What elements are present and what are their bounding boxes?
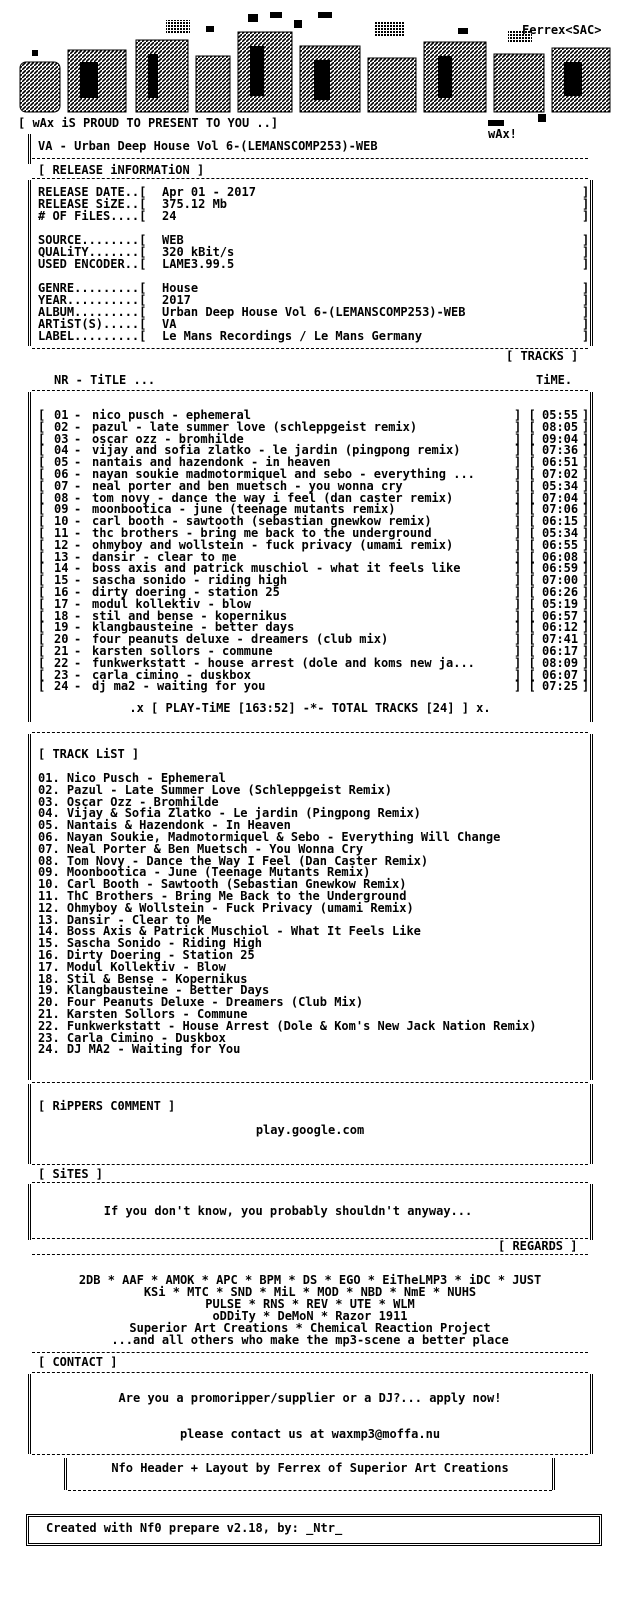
track-row bbox=[38, 680, 588, 692]
bracket-glyph: ] [ bbox=[514, 549, 536, 564]
track-list-item: 14. Boss Axis & Patrick Muschiol - What It Feels Like bbox=[38, 924, 421, 939]
separator-glyph: - bbox=[74, 537, 82, 552]
track-title: vijay and sofia zlatko - le jardin (pingpong remix) bbox=[92, 443, 461, 458]
bracket-glyph: ] bbox=[582, 317, 590, 331]
bracket-glyph: ] bbox=[582, 596, 590, 611]
bracket-glyph: ] [ bbox=[514, 514, 536, 529]
regards-line: KSi * MTC * SND * MiL * MOD * NBD * NmE * NUHS bbox=[143, 1285, 477, 1299]
track-time: 06:51 bbox=[542, 455, 579, 470]
release-info-label: QUALiTY.......[ bbox=[38, 245, 147, 259]
track-time: 06:12 bbox=[542, 620, 579, 635]
bracket-glyph: ] bbox=[582, 478, 590, 493]
bracket-glyph: ] [ bbox=[514, 632, 536, 647]
bracket-glyph: [ bbox=[38, 525, 46, 540]
regards-line: ...and all others who make the mp3-scene a better place bbox=[111, 1333, 509, 1347]
separator-glyph: - bbox=[74, 502, 82, 517]
bracket-glyph: [ bbox=[38, 431, 46, 446]
track-list-item: 15. Sascha Sonido - Riding High bbox=[38, 936, 262, 951]
track-number: 05 bbox=[54, 455, 69, 470]
bracket-glyph: ] [ bbox=[514, 561, 536, 576]
bracket-glyph: ] bbox=[582, 502, 590, 517]
regards-line: 2DB * AAF * AMOK * APC * BPM * DS * EGO * EiTheLMP3 * iDC * JUST bbox=[78, 1273, 542, 1287]
divider bbox=[32, 158, 588, 159]
right-border bbox=[590, 1184, 593, 1240]
contact-line-2: please contact us at waxmp3@moffa.nu bbox=[179, 1427, 441, 1441]
track-number: 09 bbox=[54, 502, 69, 517]
release-info-value: WEB bbox=[162, 233, 184, 247]
track-number: 08 bbox=[54, 490, 69, 505]
release-info-value: Apr 01 - 2017 bbox=[162, 185, 256, 199]
track-time: 06:07 bbox=[542, 667, 579, 682]
bracket-glyph: [ bbox=[38, 655, 46, 670]
bracket-glyph: ] bbox=[582, 419, 590, 434]
bracket-glyph: ] bbox=[582, 305, 590, 319]
track-number: 01 bbox=[54, 408, 69, 422]
bracket-glyph: ] [ bbox=[514, 608, 536, 623]
track-number: 10 bbox=[54, 514, 69, 529]
bracket-glyph: ] [ bbox=[514, 502, 536, 517]
bracket-glyph: [ bbox=[38, 514, 46, 529]
track-time: 07:04 bbox=[542, 490, 579, 505]
contact-line-1: Are you a promoripper/supplier or a DJ?... apply now! bbox=[118, 1391, 502, 1405]
separator-glyph: - bbox=[74, 525, 82, 540]
bracket-glyph: [ bbox=[38, 466, 46, 481]
tracks-table bbox=[38, 409, 588, 692]
release-info-label: RELEASE SiZE..[ bbox=[38, 197, 147, 211]
divider bbox=[32, 178, 588, 179]
track-row bbox=[38, 598, 588, 610]
track-number: 11 bbox=[54, 525, 69, 540]
track-number: 06 bbox=[54, 466, 69, 481]
separator-glyph: - bbox=[74, 455, 82, 470]
track-title: nantais and hazendonk - in heaven bbox=[92, 455, 331, 470]
track-time: 07:06 bbox=[542, 502, 579, 517]
bracket-glyph: [ bbox=[38, 573, 46, 588]
regards-line: oDDiTy * DeMoN * Razor 1911 bbox=[212, 1309, 408, 1323]
separator-glyph: - bbox=[74, 643, 82, 658]
release-info-row bbox=[38, 258, 588, 270]
bracket-glyph: ] bbox=[582, 209, 590, 223]
left-border bbox=[28, 1374, 31, 1454]
col-time: TiME. bbox=[536, 373, 573, 387]
track-list-item: 06. Nayan Soukie, Madmotormiquel & Sebo - Everything Will Change bbox=[38, 829, 501, 844]
track-time: 08:05 bbox=[542, 419, 579, 434]
bracket-glyph: ] bbox=[582, 329, 590, 343]
track-row bbox=[38, 421, 588, 433]
bracket-glyph: ] bbox=[582, 245, 590, 259]
bracket-glyph: [ bbox=[38, 643, 46, 658]
track-row bbox=[38, 586, 588, 598]
bracket-glyph: [ bbox=[38, 478, 46, 493]
track-number: 07 bbox=[54, 478, 69, 493]
separator-glyph: - bbox=[74, 584, 82, 599]
bracket-glyph: ] bbox=[582, 537, 590, 552]
separator-glyph: - bbox=[74, 632, 82, 647]
track-title: stil and bense - kopernikus bbox=[92, 608, 288, 623]
bracket-glyph: [ bbox=[38, 584, 46, 599]
track-time: 05:34 bbox=[542, 525, 579, 540]
track-title: nico pusch - ephemeral bbox=[92, 408, 251, 422]
track-list-item: 24. DJ MA2 - Waiting for You bbox=[38, 1042, 241, 1057]
release-info-value: 24 bbox=[162, 209, 177, 223]
track-list-item: 16. Dirty Doering - Station 25 bbox=[38, 947, 255, 962]
track-list-item: 10. Carl Booth - Sawtooth (Sebastian Gnewkow Remix) bbox=[38, 877, 407, 892]
track-list-item: 04. Vijay & Sofia Zlatko - Le jardin (Pingpong Remix) bbox=[38, 806, 421, 821]
track-time: 07:25 bbox=[542, 679, 579, 694]
nfo-header-credit: Nfo Header + Layout by Ferrex of Superior Art Creations bbox=[111, 1461, 509, 1475]
track-title: klangbausteine - better days bbox=[92, 620, 295, 635]
bracket-glyph: [ bbox=[38, 443, 46, 458]
track-row bbox=[38, 539, 588, 551]
track-title: ohmyboy and wollstein - fuck privacy (umami remix) bbox=[92, 537, 454, 552]
track-list bbox=[38, 772, 588, 1055]
bracket-glyph: ] bbox=[582, 573, 590, 588]
created-with: Created with Nf0 prepare v2.18, by: _Ntr_ bbox=[46, 1521, 343, 1535]
release-info-label: USED ENCODER..[ bbox=[38, 257, 147, 271]
divider bbox=[32, 732, 588, 733]
track-time: 06:26 bbox=[542, 584, 579, 599]
track-time: 09:04 bbox=[542, 431, 579, 446]
right-border bbox=[590, 734, 593, 1080]
track-list-item: 19. Klangbausteine - Better Days bbox=[38, 983, 270, 998]
credit-tag: Ferrex<SAC> bbox=[522, 23, 602, 37]
track-number: 04 bbox=[54, 443, 69, 458]
divider bbox=[32, 1164, 588, 1165]
bracket-glyph: ] [ bbox=[514, 667, 536, 682]
track-list-item: 13. Dansir - Clear to Me bbox=[38, 912, 212, 927]
sites-text: If you don't know, you probably shouldn't anyway... bbox=[103, 1204, 473, 1218]
track-time: 07:02 bbox=[542, 466, 579, 481]
track-title: pazul - late summer love (schleppgeist remix) bbox=[92, 419, 418, 434]
track-list-item: 03. Oscar Ozz - Bromhilde bbox=[38, 794, 219, 809]
track-title: dj ma2 - waiting for you bbox=[92, 679, 266, 694]
track-list-item: 08. Tom Novy - Dance the Way I Feel (Dan Caster Remix) bbox=[38, 853, 429, 868]
regards-line: PULSE * RNS * REV * UTE * WLM bbox=[205, 1297, 415, 1311]
track-title: karsten sollors - commune bbox=[92, 643, 273, 658]
track-number: 15 bbox=[54, 573, 69, 588]
track-title: nayan soukie madmotormiquel and sebo - everything ... bbox=[92, 466, 475, 481]
separator-glyph: - bbox=[74, 608, 82, 623]
regards-line: Superior Art Creations * Chemical Reaction Project bbox=[129, 1321, 491, 1335]
bracket-glyph: [ bbox=[38, 537, 46, 552]
track-title: tom novy - dance the way i feel (dan caster remix) bbox=[92, 490, 454, 505]
rippers-comment: play.google.com bbox=[255, 1123, 365, 1137]
separator-glyph: - bbox=[74, 419, 82, 434]
right-border bbox=[590, 1084, 593, 1164]
bracket-glyph: ] [ bbox=[514, 431, 536, 446]
bracket-glyph: [ bbox=[38, 632, 46, 647]
regards-list bbox=[32, 1274, 588, 1346]
right-border bbox=[590, 180, 593, 346]
track-list-item: 07. Neal Porter & Ben Muetsch - You Wonna Cry bbox=[38, 841, 364, 856]
track-time: 07:36 bbox=[542, 443, 579, 458]
bracket-glyph: ] [ bbox=[514, 620, 536, 635]
release-info-label: RELEASE DATE..[ bbox=[38, 185, 147, 199]
release-info-value: LAME3.99.5 bbox=[162, 257, 235, 271]
track-row bbox=[38, 468, 588, 480]
sites-heading: [ SiTES ] bbox=[38, 1167, 104, 1181]
bracket-glyph: ] [ bbox=[514, 443, 536, 458]
release-info-label: YEAR..........[ bbox=[38, 293, 147, 307]
track-list-item: 18. Stil & Bense - Kopernikus bbox=[38, 971, 248, 986]
track-number: 17 bbox=[54, 596, 69, 611]
separator-glyph: - bbox=[74, 667, 82, 682]
track-time: 06:15 bbox=[542, 514, 579, 529]
track-time: 06:17 bbox=[542, 643, 579, 658]
track-number: 20 bbox=[54, 632, 69, 647]
track-list-item: 09. Moonbootica - June (Teenage Mutants Remix) bbox=[38, 865, 371, 880]
track-time: 05:19 bbox=[542, 596, 579, 611]
track-number: 22 bbox=[54, 655, 69, 670]
track-number: 19 bbox=[54, 620, 69, 635]
divider bbox=[32, 1352, 588, 1353]
track-number: 02 bbox=[54, 419, 69, 434]
bracket-glyph: [ bbox=[38, 561, 46, 576]
bracket-glyph: ] [ bbox=[514, 490, 536, 505]
col-nr-title: NR - TiTLE ... bbox=[54, 373, 156, 387]
track-time: 06:08 bbox=[542, 549, 579, 564]
track-list-item: 21. Karsten Sollors - Commune bbox=[38, 1006, 248, 1021]
tracks-heading: [ TRACKS ] bbox=[506, 349, 579, 363]
right-border bbox=[552, 1458, 555, 1490]
release-info-list bbox=[38, 186, 588, 342]
bracket-glyph: ] [ bbox=[514, 455, 536, 470]
bracket-glyph: ] bbox=[582, 655, 590, 670]
bracket-glyph: ] bbox=[582, 632, 590, 647]
track-number: 16 bbox=[54, 584, 69, 599]
track-time: 06:55 bbox=[542, 537, 579, 552]
bracket-glyph: ] bbox=[582, 408, 590, 422]
release-info-label: SOURCE........[ bbox=[38, 233, 147, 247]
release-info-heading: [ RELEASE iNFORMATiON ] bbox=[38, 163, 205, 177]
bracket-glyph: ] [ bbox=[514, 596, 536, 611]
left-border bbox=[28, 734, 31, 1080]
separator-glyph: - bbox=[74, 490, 82, 505]
left-border bbox=[64, 1458, 67, 1490]
track-title: carla cimino - duskbox bbox=[92, 667, 251, 682]
track-title: thc brothers - bring me back to the underground bbox=[92, 525, 432, 540]
release-info-label: # OF FiLES....[ bbox=[38, 209, 147, 223]
bracket-glyph: ] bbox=[582, 431, 590, 446]
track-title: moonbootica - june (teenage mutants remix) bbox=[92, 502, 396, 517]
right-border bbox=[590, 392, 593, 722]
track-title: dansir - clear to me bbox=[92, 549, 237, 564]
track-list-item: 22. Funkwerkstatt - House Arrest (Dole & Kom's New Jack Nation Remix) bbox=[38, 1018, 537, 1033]
track-time: 05:55 bbox=[542, 408, 579, 422]
track-number: 12 bbox=[54, 537, 69, 552]
bracket-glyph: [ bbox=[38, 679, 46, 694]
separator-glyph: - bbox=[74, 408, 82, 422]
track-number: 21 bbox=[54, 643, 69, 658]
bracket-glyph: ] [ bbox=[514, 573, 536, 588]
track-number: 24 bbox=[54, 679, 69, 694]
separator-glyph: - bbox=[74, 431, 82, 446]
bracket-glyph: [ bbox=[38, 502, 46, 517]
track-number: 03 bbox=[54, 431, 69, 446]
separator-glyph: - bbox=[74, 466, 82, 481]
release-info-label: LABEL.........[ bbox=[38, 329, 147, 343]
divider bbox=[32, 348, 588, 349]
contact-heading: [ CONTACT ] bbox=[38, 1355, 118, 1369]
bracket-glyph: ] [ bbox=[514, 408, 536, 422]
divider bbox=[32, 1454, 588, 1455]
bracket-glyph: ] bbox=[582, 281, 590, 295]
bracket-glyph: ] [ bbox=[514, 643, 536, 658]
bracket-glyph: ] bbox=[582, 185, 590, 199]
separator-glyph: - bbox=[74, 573, 82, 588]
proud-presents: [ wAx iS PROUD TO PRESENT TO YOU ..] bbox=[18, 116, 279, 130]
track-title: dirty doering - station 25 bbox=[92, 584, 280, 599]
bracket-glyph: ] bbox=[582, 293, 590, 307]
track-number: 14 bbox=[54, 561, 69, 576]
release-info-label: ARTiST(S).....[ bbox=[38, 317, 147, 331]
left-border bbox=[28, 1184, 31, 1240]
bracket-glyph: ] bbox=[582, 679, 590, 694]
divider bbox=[32, 390, 588, 391]
bracket-glyph: [ bbox=[38, 549, 46, 564]
bracket-glyph: [ bbox=[38, 596, 46, 611]
track-row bbox=[38, 480, 588, 492]
track-title: boss axis and patrick muschiol - what it feels like bbox=[92, 561, 461, 576]
release-info-value: Urban Deep House Vol 6-(LEMANSCOMP253)-WEB bbox=[162, 305, 466, 319]
release-info-value: House bbox=[162, 281, 199, 295]
track-list-item: 12. Ohmyboy & Wollstein - Fuck Privacy (umami Remix) bbox=[38, 900, 414, 915]
separator-glyph: - bbox=[74, 596, 82, 611]
track-list-item: 01. Nico Pusch - Ephemeral bbox=[38, 771, 226, 785]
separator-glyph: - bbox=[74, 478, 82, 493]
track-title: neal porter and ben muetsch - you wonna cry bbox=[92, 478, 403, 493]
track-row bbox=[38, 657, 588, 669]
release-info-value: Le Mans Recordings / Le Mans Germany bbox=[162, 329, 423, 343]
regards-heading: [ REGARDS ] bbox=[498, 1239, 578, 1253]
bracket-glyph: ] bbox=[582, 443, 590, 458]
bracket-glyph: ] bbox=[582, 466, 590, 481]
bracket-glyph: ] bbox=[582, 257, 590, 271]
track-time: 06:59 bbox=[542, 561, 579, 576]
left-border bbox=[28, 1084, 31, 1164]
track-title: oscar ozz - bromhilde bbox=[92, 431, 244, 446]
bracket-glyph: [ bbox=[38, 620, 46, 635]
track-list-item: 20. Four Peanuts Deluxe - Dreamers (Club Mix) bbox=[38, 995, 364, 1010]
bracket-glyph: ] [ bbox=[514, 525, 536, 540]
separator-glyph: - bbox=[74, 443, 82, 458]
track-title: four peanuts deluxe - dreamers (club mix) bbox=[92, 632, 389, 647]
track-number: 18 bbox=[54, 608, 69, 623]
bracket-glyph: [ bbox=[38, 419, 46, 434]
separator-glyph: - bbox=[74, 679, 82, 694]
track-list-item: 23. Carla Cimino - Duskbox bbox=[38, 1030, 226, 1045]
release-info-value: VA bbox=[162, 317, 177, 331]
bracket-glyph: ] [ bbox=[514, 419, 536, 434]
bracket-glyph: [ bbox=[38, 667, 46, 682]
bracket-glyph: [ bbox=[38, 408, 46, 422]
bracket-glyph: ] bbox=[582, 643, 590, 658]
bracket-glyph: ] [ bbox=[514, 584, 536, 599]
bracket-glyph: ] bbox=[582, 620, 590, 635]
track-time: 07:00 bbox=[542, 573, 579, 588]
bracket-glyph: ] [ bbox=[514, 537, 536, 552]
release-info-label: ALBUM.........[ bbox=[38, 305, 147, 319]
separator-glyph: - bbox=[74, 549, 82, 564]
divider bbox=[68, 1490, 552, 1491]
bracket-glyph: ] bbox=[582, 608, 590, 623]
track-title: carl booth - sawtooth (sebastian gnewkow remix) bbox=[92, 514, 432, 529]
bracket-glyph: ] bbox=[582, 561, 590, 576]
divider bbox=[32, 1082, 588, 1083]
bracket-glyph: ] bbox=[582, 514, 590, 529]
release-info-value: 375.12 Mb bbox=[162, 197, 228, 211]
track-time: 05:34 bbox=[542, 478, 579, 493]
track-time: 08:09 bbox=[542, 655, 579, 670]
track-number: 13 bbox=[54, 549, 69, 564]
release-info-row bbox=[38, 330, 588, 342]
track-list-item: 02. Pazul - Late Summer Love (Schleppgeist Remix) bbox=[38, 782, 393, 797]
bracket-glyph: ] bbox=[582, 549, 590, 564]
divider bbox=[32, 1254, 588, 1255]
left-border bbox=[28, 134, 31, 164]
separator-glyph: - bbox=[74, 620, 82, 635]
bracket-glyph: ] bbox=[582, 525, 590, 540]
bracket-glyph: ] bbox=[582, 455, 590, 470]
track-time: 07:41 bbox=[542, 632, 579, 647]
track-title: modul kollektiv - blow bbox=[92, 596, 251, 611]
track-number: 23 bbox=[54, 667, 69, 682]
track-row bbox=[38, 527, 588, 539]
left-border bbox=[28, 180, 31, 346]
left-border bbox=[28, 392, 31, 722]
track-list-item: 17. Modul Kollektiv - Blow bbox=[38, 959, 226, 974]
bracket-glyph: ] [ bbox=[514, 655, 536, 670]
bracket-glyph: ] bbox=[582, 584, 590, 599]
bracket-glyph: ] [ bbox=[514, 478, 536, 493]
bracket-glyph: ] bbox=[582, 667, 590, 682]
release-info-value: 320 kBit/s bbox=[162, 245, 235, 259]
track-list-item: 05. Nantais & Hazendonk - In Heaven bbox=[38, 818, 291, 833]
release-title: VA - Urban Deep House Vol 6-(LEMANSCOMP253)-WEB bbox=[38, 139, 378, 153]
divider bbox=[32, 1182, 588, 1183]
separator-glyph: - bbox=[74, 561, 82, 576]
bracket-glyph: ] [ bbox=[514, 466, 536, 481]
track-title: funkwerkstatt - house arrest (dole and koms new ja... bbox=[92, 655, 475, 670]
track-list-heading: [ TRACK LiST ] bbox=[38, 747, 140, 761]
bracket-glyph: ] bbox=[582, 233, 590, 247]
track-title: sascha sonido - riding high bbox=[92, 573, 288, 588]
track-list-item: 11. ThC Brothers - Bring Me Back to the Underground bbox=[38, 888, 407, 903]
bracket-glyph: [ bbox=[38, 455, 46, 470]
bracket-glyph: [ bbox=[38, 490, 46, 505]
release-info-value: 2017 bbox=[162, 293, 191, 307]
track-row bbox=[38, 645, 588, 657]
separator-glyph: - bbox=[74, 514, 82, 529]
release-info-label: GENRE.........[ bbox=[38, 281, 147, 295]
bracket-glyph: ] [ bbox=[514, 679, 536, 694]
right-border bbox=[590, 1374, 593, 1454]
separator-glyph: - bbox=[74, 655, 82, 670]
release-info-row bbox=[38, 210, 588, 222]
track-time: 06:57 bbox=[542, 608, 579, 623]
rippers-heading: [ RiPPERS C0MMENT ] bbox=[38, 1099, 176, 1113]
group-tag: wAx! bbox=[488, 127, 517, 141]
tracks-summary: .x [ PLAY-TiME [163:52] -*- TOTAL TRACKS [24] ] x. bbox=[129, 701, 491, 715]
bracket-glyph: [ bbox=[38, 608, 46, 623]
bracket-glyph: ] bbox=[582, 490, 590, 505]
divider bbox=[32, 1372, 588, 1373]
bracket-glyph: ] bbox=[582, 197, 590, 211]
